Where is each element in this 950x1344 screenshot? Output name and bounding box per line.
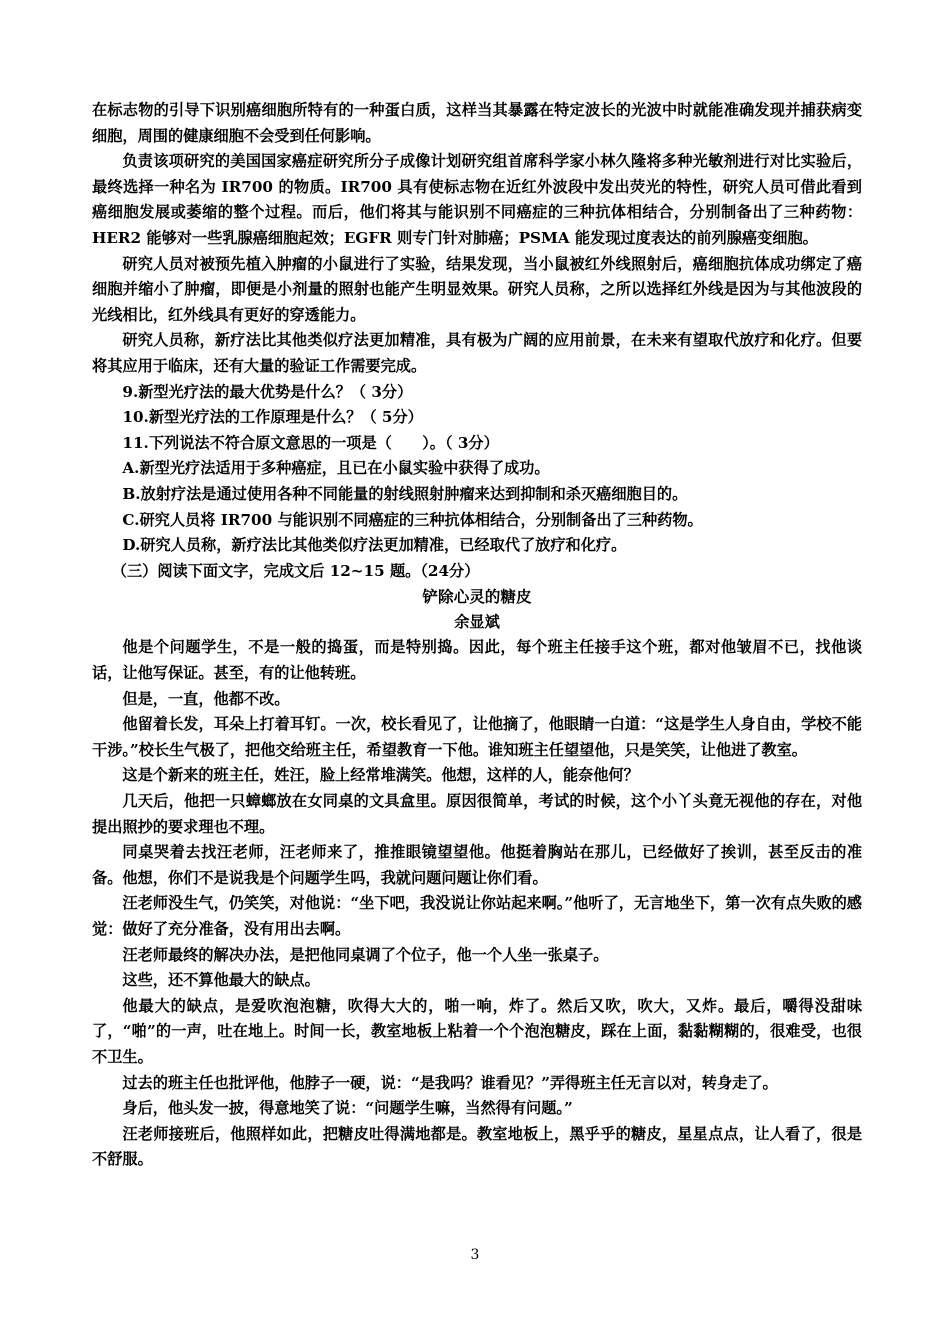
question-9: 9.新型光疗法的最大优势是什么？（ 3分） bbox=[122, 382, 413, 401]
story-author: 余显斌 bbox=[454, 612, 500, 631]
story-paragraph: 这是个新来的班主任，姓汪，脸上经常堆满笑。他想，这样的人，能奈他何？ bbox=[122, 766, 639, 785]
story-paragraph: 过去的班主任也批评他，他脖子一硬，说：“是我吗？谁看见？”弄得班主任无言以对，转身走了。 bbox=[122, 1073, 778, 1092]
paragraph: 在标志物的引导下识别癌细胞所特有的一种蛋白质，这样当其暴露在特定波长的光波中时就能准确发现并捕获病变细胞，周围的健康细胞不会受到任何影响。 bbox=[92, 101, 862, 145]
page-number: 3 bbox=[470, 1247, 480, 1263]
section-heading: （三）阅读下面文字，完成文后 12~15 题。（24分） bbox=[111, 561, 480, 580]
story-paragraph: 汪老师接班后，他照样如此，把糖皮吐得满地都是。教室地板上，黑乎乎的糖皮，星星点点，让人看了，很是不舒服。 bbox=[92, 1124, 862, 1169]
story-paragraph: 他是个问题学生，不是一般的捣蛋，而是特别捣。因此，每个班主任接手这个班，都对他皱眉不已，找他谈话，让他写保证。甚至，有的让他转班。 bbox=[92, 638, 862, 683]
paragraph: 研究人员对被预先植入肿瘤的小鼠进行了实验，结果发现，当小鼠被红外线照射后，癌细胞抗体成功绑定了癌细胞并缩小了肿瘤，即便是小剂量的照射也能产生明显效果。研究人员称，之所以选择红外线是因为与其他波段的光线相比，红外线具有更好的穿透能力。 bbox=[92, 254, 862, 324]
option-a: A.新型光疗法适用于多种癌症，且已在小鼠实验中获得了成功。 bbox=[122, 459, 550, 478]
story-paragraph: 几天后，他把一只蟑螂放在女同桌的文具盒里。原因很简单，考试的时候，这个小丫头竟无视他的存在，对他提出照抄的要求理也不理。 bbox=[92, 792, 862, 836]
story-paragraph: 汪老师最终的解决办法，是把他同桌调了个位子，他一个人坐一张桌子。 bbox=[122, 945, 609, 964]
question-10: 10.新型光疗法的工作原理是什么？（ 5分） bbox=[122, 408, 423, 427]
story-paragraph: 他留着长发，耳朵上打着耳钉。一次，校长看见了，让他摘了，他眼睛一白道：“这是学生人身自由，学校不能干涉。”校长生气极了，把他交给班主任，希望教育一下他。谁知班主任望望他，只是笑笑，让他进了教室。 bbox=[92, 715, 862, 759]
story-paragraph: 他最大的缺点，是爱吹泡泡糖，吹得大大的，啪一响，炸了。然后又吹，吹大，又炸。最后，嚼得没甜味了，“啪”的一声，吐在地上。时间一长，教室地板上粘着一个个泡泡糖皮，踩在上面，黏黏糊糊的，很难受，也很不卫生。 bbox=[92, 996, 862, 1066]
option-b: B.放射疗法是通过使用各种不同能量的射线照射肿瘤来达到抑制和杀灭癌细胞目的。 bbox=[122, 484, 688, 503]
story-paragraph: 汪老师没生气，仍笑笑，对他说：“坐下吧，我没说让你站起来啊。”他听了，无言地坐下，第一次有点失败的感觉：做好了充分准备，没有用出去啊。 bbox=[92, 894, 862, 938]
option-c: C.研究人员将 IR700 与能识别不同癌症的三种抗体相结合，分别制备出了三种药物。 bbox=[122, 510, 703, 529]
story-paragraph: 但是，一直，他都不改。 bbox=[122, 689, 290, 708]
story-paragraph: 同桌哭着去找汪老师，汪老师来了，推推眼镜望望他。他挺着胸站在那儿，已经做好了挨训，甚至反击的准备。他想，你们不是说我是个问题学生吗，我就问题问题让你们看。 bbox=[92, 843, 862, 887]
paragraph: 研究人员称，新疗法比其他类似疗法更加精准，具有极为广阔的应用前景，在未来有望取代放疗和化疗。但要将其应用于临床，还有大量的验证工作需要完成。 bbox=[92, 331, 862, 375]
story-paragraph: 身后，他头发一披，得意地笑了说：“问题学生嘛，当然得有问题。” bbox=[122, 1099, 573, 1118]
story-paragraph: 这些，还不算他最大的缺点。 bbox=[122, 971, 320, 990]
story-title: 铲除心灵的糖皮 bbox=[422, 587, 532, 607]
option-d: D.研究人员称，新疗法比其他类似疗法更加精准，已经取代了放疗和化疗。 bbox=[122, 536, 627, 555]
paragraph: 负责该项研究的美国国家癌症研究所分子成像计划研究组首席科学家小林久隆将多种光敏剂进行对比实验后，最终选择一种名为 IR700 的物质。IR700 具有使标志物在近红外波段中发出荧光的特性，研究人员可借此看到癌细胞发展或萎缩的整个过程。而后，他们将其与能识别不同癌症的三种抗体相结合，分别制备出了三种药物：HER2 能够对一些乳腺癌细胞起效；EGFR 则专门针对肺癌；PSMA 能发现过度表达的前列腺癌变细胞。 bbox=[92, 152, 862, 247]
question-11: 11.下列说法不符合原文意思的一项是（ ）。（ 3分） bbox=[122, 433, 499, 452]
